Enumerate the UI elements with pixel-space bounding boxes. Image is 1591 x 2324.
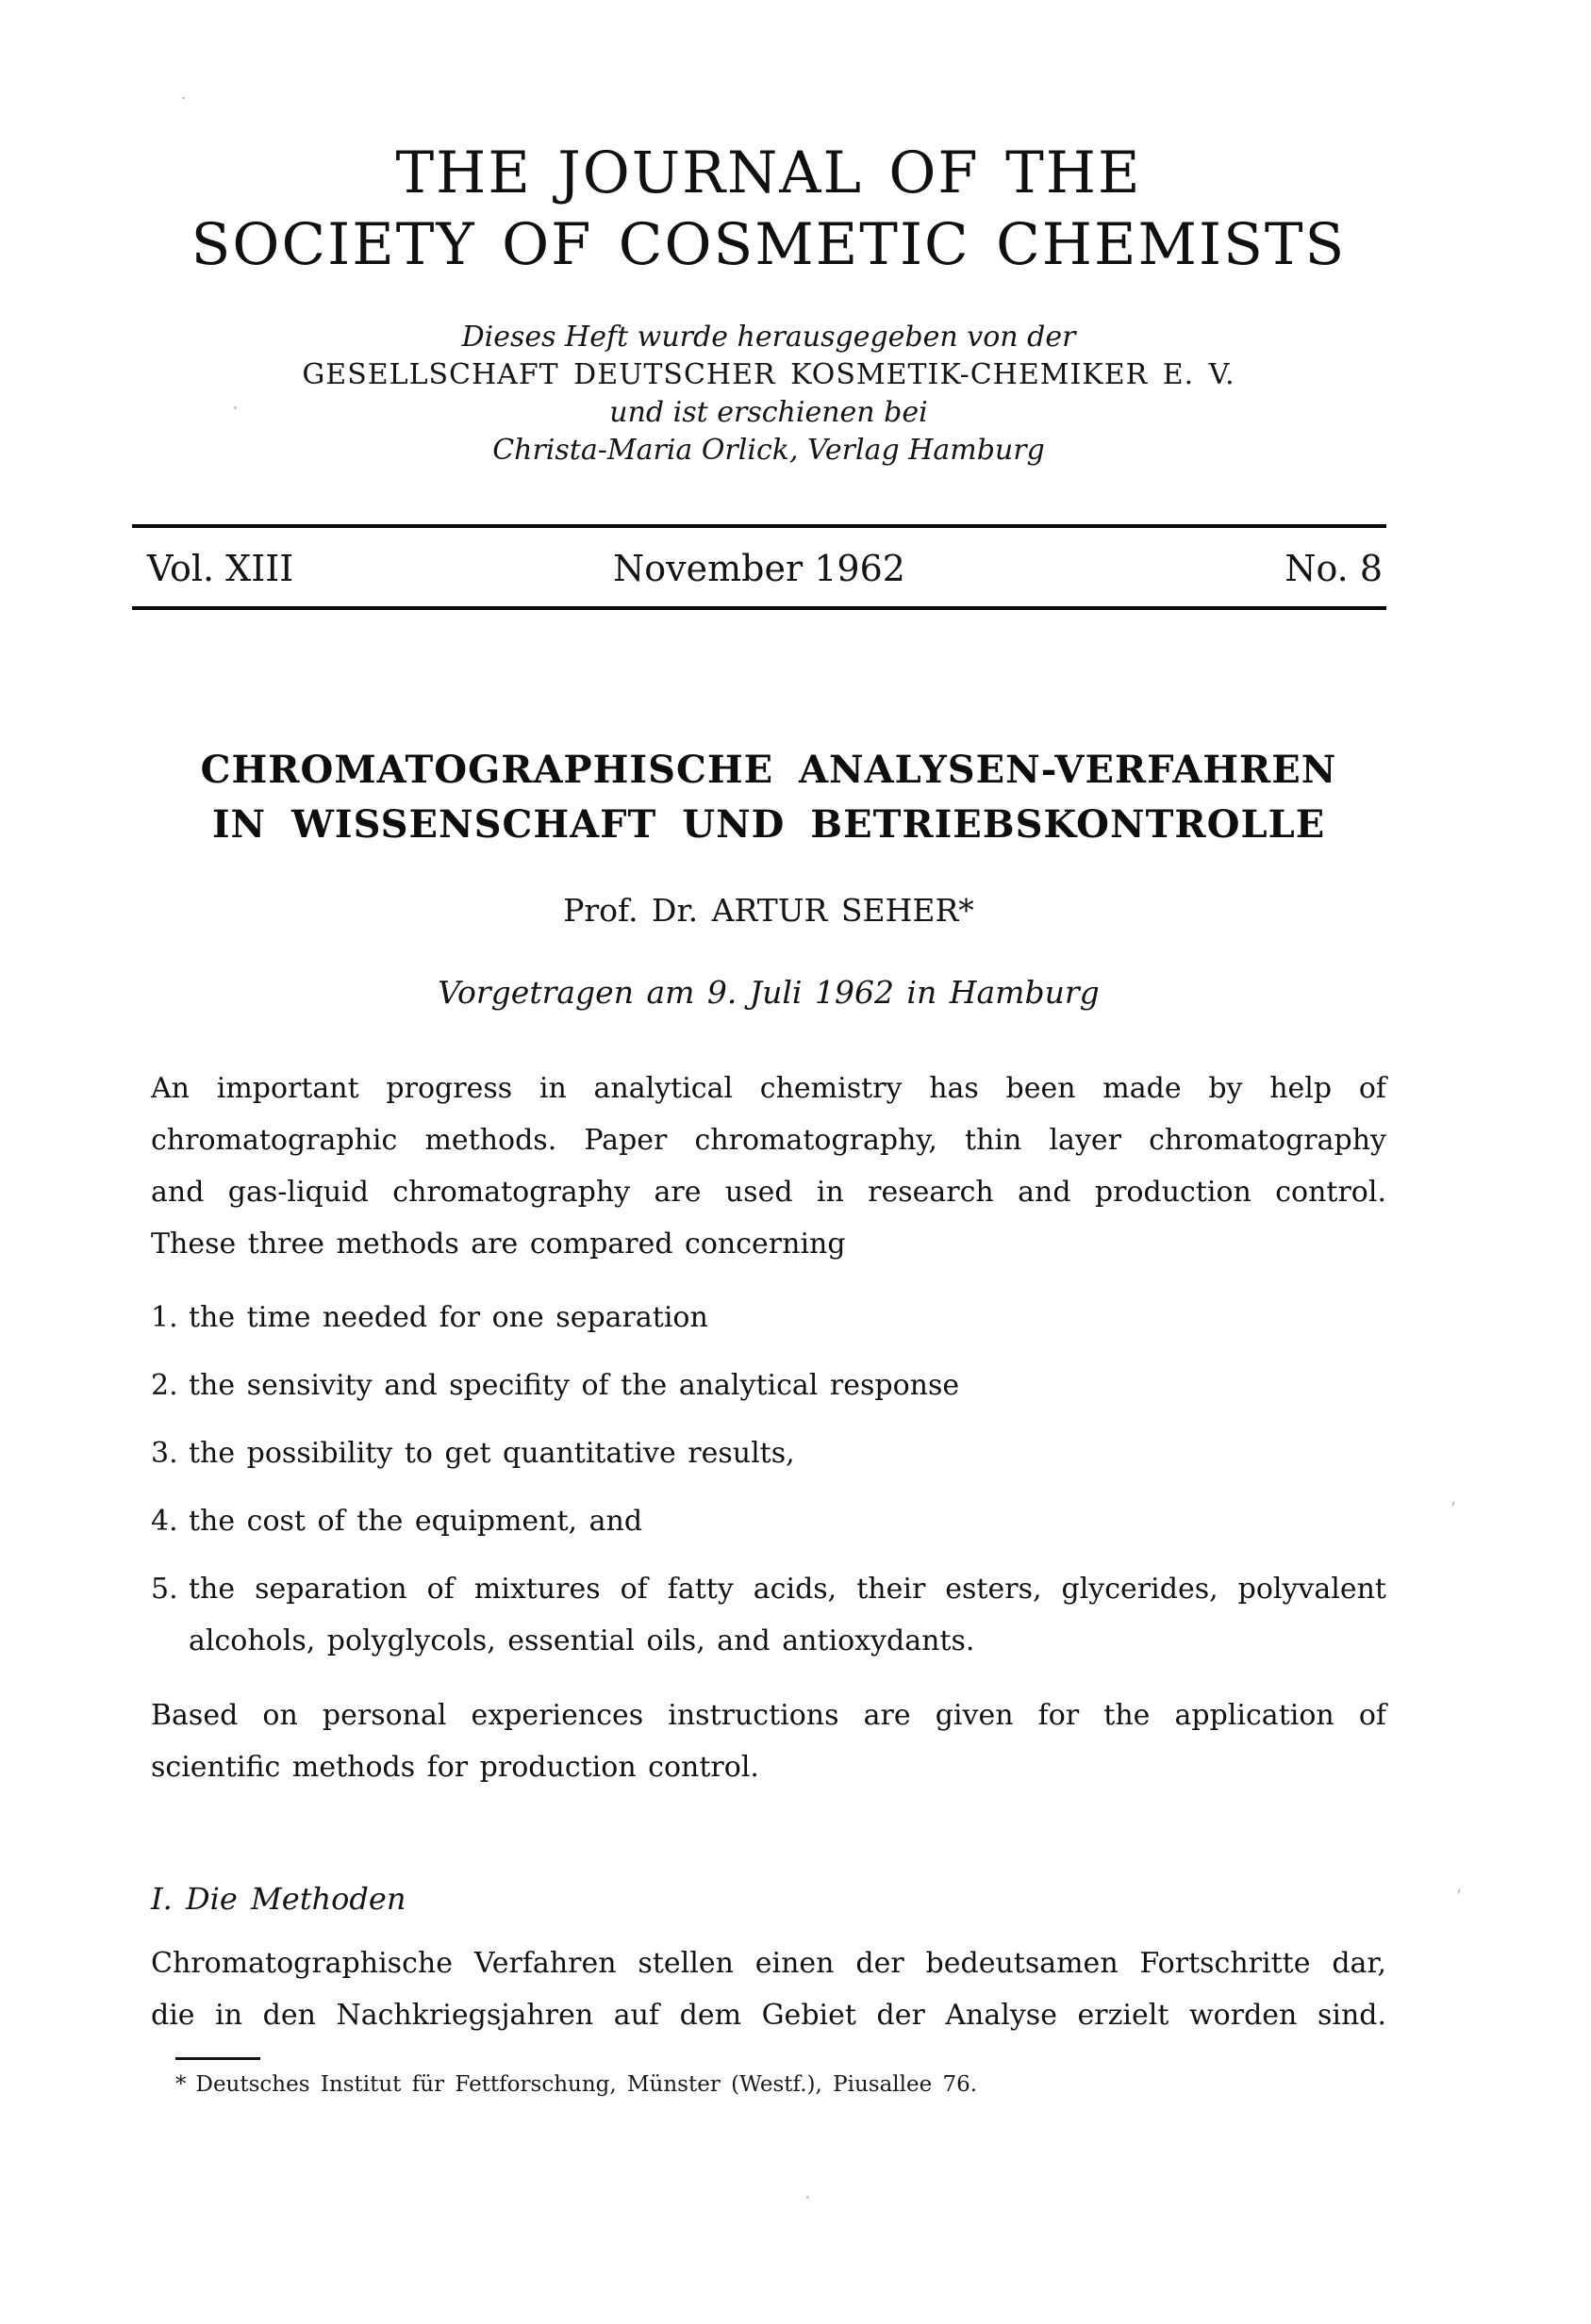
journal-title-line1: THE JOURNAL OF THE [395, 140, 1142, 206]
volume-label: Vol. XIII [147, 548, 294, 589]
text-line: alcohols, polyglycols, essential oils, and antioxydants. [189, 1624, 975, 1657]
publisher-line-2: GESELLSCHAFT DEUTSCHER KOSMETIK-CHEMIKER E. V. [302, 358, 1235, 391]
text-line: These three methods are compared concerning [151, 1228, 846, 1261]
section-heading-die-methoden: I. Die Methoden [151, 1881, 406, 1917]
list-item-number: 3. [151, 1437, 178, 1470]
author-line: Prof. Dr. ARTUR SEHER* [563, 892, 974, 929]
text-line: the separation of mixtures of fatty acids, their esters, glycerides, polyvalent [189, 1573, 1386, 1606]
footnote-divider-rule [175, 2057, 260, 2060]
list-item-number: 1. [151, 1301, 178, 1334]
scan-speck [234, 406, 237, 409]
footnote [175, 2070, 1386, 2099]
footnote-text: Deutsches Institut für Fettforschung, Münster (Westf.), Piusallee 76. [195, 2072, 978, 2097]
list-item [151, 1495, 1386, 1547]
journal-title [151, 138, 1386, 281]
list-item-number: 5. [151, 1573, 178, 1606]
publisher-block [151, 319, 1386, 470]
text-line: Based on personal experiences instructions are given for the application of [151, 1699, 1386, 1732]
list-item-text: the possibility to get quantitative results, [189, 1437, 795, 1470]
list-item [151, 1292, 1386, 1343]
section-paragraph-1 [151, 1937, 1386, 2041]
publisher-line-1: Dieses Heft wurde herausgegeben von der [461, 321, 1076, 354]
list-item-text: the sensivity and specifity of the analytical response [189, 1369, 960, 1402]
article-title [151, 743, 1386, 852]
list-item-text: the time needed for one separation [189, 1301, 708, 1334]
list-item-text [189, 1563, 1386, 1667]
page-content-column [147, 0, 1386, 2324]
comparison-criteria-list [151, 1292, 1386, 1683]
text-line: and gas-liquid chromatography are used in research and production control. [151, 1176, 1386, 1209]
footnote-marker: * [175, 2072, 187, 2097]
text-line: scientific methods for production control. [151, 1751, 759, 1784]
issue-date-label: November 1962 [613, 548, 905, 589]
list-item-number: 2. [151, 1369, 178, 1402]
list-item [151, 1563, 1386, 1667]
text-line: die in den Nachkriegsjahren auf dem Gebiet der Analyse erzielt worden sind. [151, 1999, 1386, 2032]
journal-title-line2: SOCIETY OF COSMETIC CHEMISTS [191, 211, 1347, 278]
abstract-paragraph-2 [151, 1689, 1386, 1793]
scan-speck [182, 97, 185, 99]
article-title-line2: IN WISSENSCHAFT UND BETRIEBSKONTROLLE [211, 802, 1326, 847]
text-line: chromatographic methods. Paper chromatography, thin layer chromatography [151, 1124, 1386, 1157]
list-item [151, 1427, 1386, 1479]
list-item [151, 1360, 1386, 1411]
article-title-line1: CHROMATOGRAPHISCHE ANALYSEN-VERFAHREN [200, 748, 1337, 792]
issue-number-label: No. 8 [1284, 548, 1383, 589]
scan-speck [1451, 1501, 1455, 1507]
lecture-note-line: Vorgetragen am 9. Juli 1962 in Hamburg [438, 974, 1100, 1011]
issue-info-bar [132, 524, 1386, 610]
publisher-line-3: und ist erschienen bei [609, 396, 928, 429]
list-item-number: 4. [151, 1505, 178, 1538]
scan-speck [1457, 1888, 1460, 1894]
publisher-line-4: Christa-Maria Orlick, Verlag Hamburg [492, 434, 1045, 467]
abstract-paragraph-1 [151, 1063, 1386, 1270]
text-line: An important progress in analytical chemistry has been made by help of [151, 1072, 1386, 1105]
scan-speck [806, 2196, 809, 2199]
text-line: Chromatographische Verfahren stellen einen der bedeutsamen Fortschritte dar, [151, 1947, 1386, 1980]
list-item-text: the cost of the equipment, and [189, 1505, 643, 1538]
